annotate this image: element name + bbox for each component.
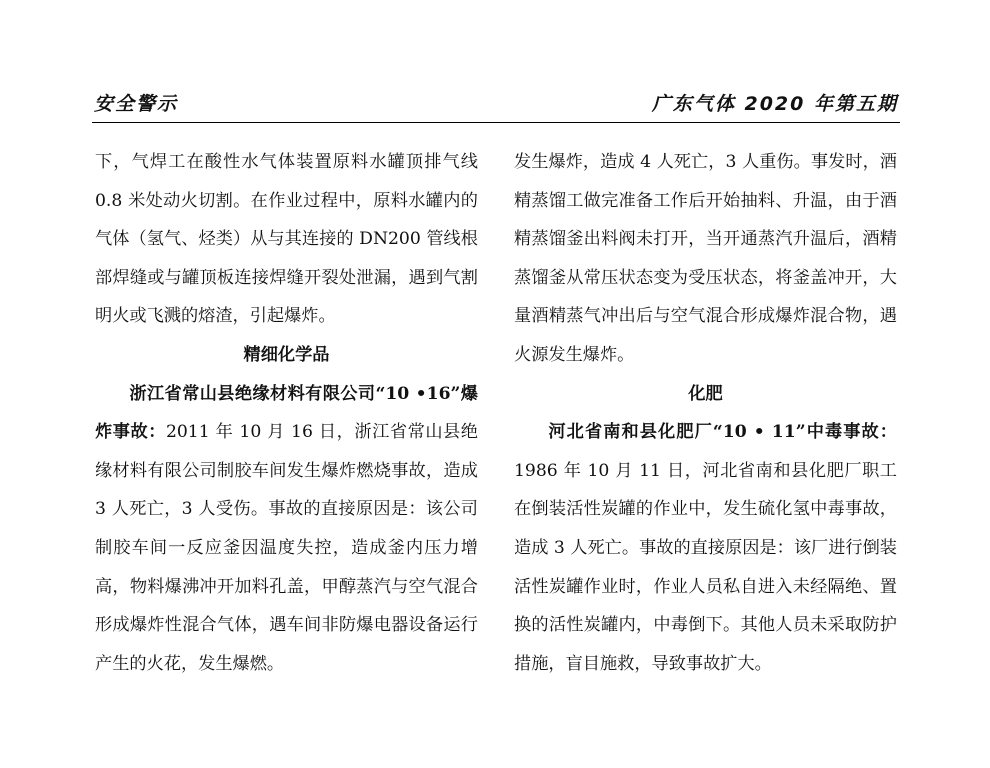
right-column: [514, 143, 897, 683]
left-column: [95, 143, 478, 683]
section-heading-fertilizer: 化肥: [688, 383, 723, 404]
page-header: [92, 92, 900, 123]
case-title: 河北省南和县化肥厂“10 • 11”中毒事故：: [548, 422, 897, 443]
case-paragraph-nanhe: [514, 413, 897, 683]
section-heading-fine-chemicals: 精细化学品: [243, 344, 330, 365]
case-body: 2011 年 10 月 16 日，浙江省常山县绝缘材料有限公司制胶车间发生爆炸燃烧事故，造成 3 人死亡，3 人受伤。事故的直接原因是：该公司制胶车间一反应釜因温度失控，造成釜内压力增高，物料爆沸冲开加料孔盖，甲醇蒸汽与空气混合形成爆炸性混合气体，遇车间非防爆电器设备运行产生的火花，发生爆燃。: [95, 422, 478, 674]
case-paragraph-changshan: [95, 375, 478, 684]
case-title: 浙江省常山县绝缘材料有限公司“10 •16”爆炸事故：: [95, 383, 478, 443]
paragraph-continued: 下，气焊工在酸性水气体装置原料水罐顶排气线 0.8 米处动火切割。在作业过程中，原料水罐内的气体（氢气、烃类）从与其连接的 DN200 管线根部焊缝或与罐顶板连接焊缝开裂处泄漏，遇到气割明火或飞溅的熔渣，引起爆炸。: [95, 152, 478, 327]
header-journal-issue: 广东气体 2020 年第五期: [651, 93, 898, 115]
paragraph-continued: 发生爆炸，造成 4 人死亡，3 人重伤。事发时，酒精蒸馏工做完准备工作后开始抽料、升温，由于酒精蒸馏釜出料阀未打开，当开通蒸汽升温后，酒精蒸馏釜从常压状态变为受压状态，将釜盖冲开，大量酒精蒸气冲出后与空气混合形成爆炸混合物，遇火源发生爆炸。: [514, 152, 897, 365]
header-section-title: 安全警示: [94, 93, 179, 115]
case-body: 1986 年 10 月 11 日，河北省南和县化肥厂职工在倒装活性炭罐的作业中，发生硫化氢中毒事故，造成 3 人死亡。事故的直接原因是：该厂进行倒装活性炭罐作业时，作业人员私自进入未经隔绝、置换的活性炭罐内，中毒倒下。其他人员未采取防护措施，盲目施救，导致事故扩大。: [514, 460, 897, 674]
